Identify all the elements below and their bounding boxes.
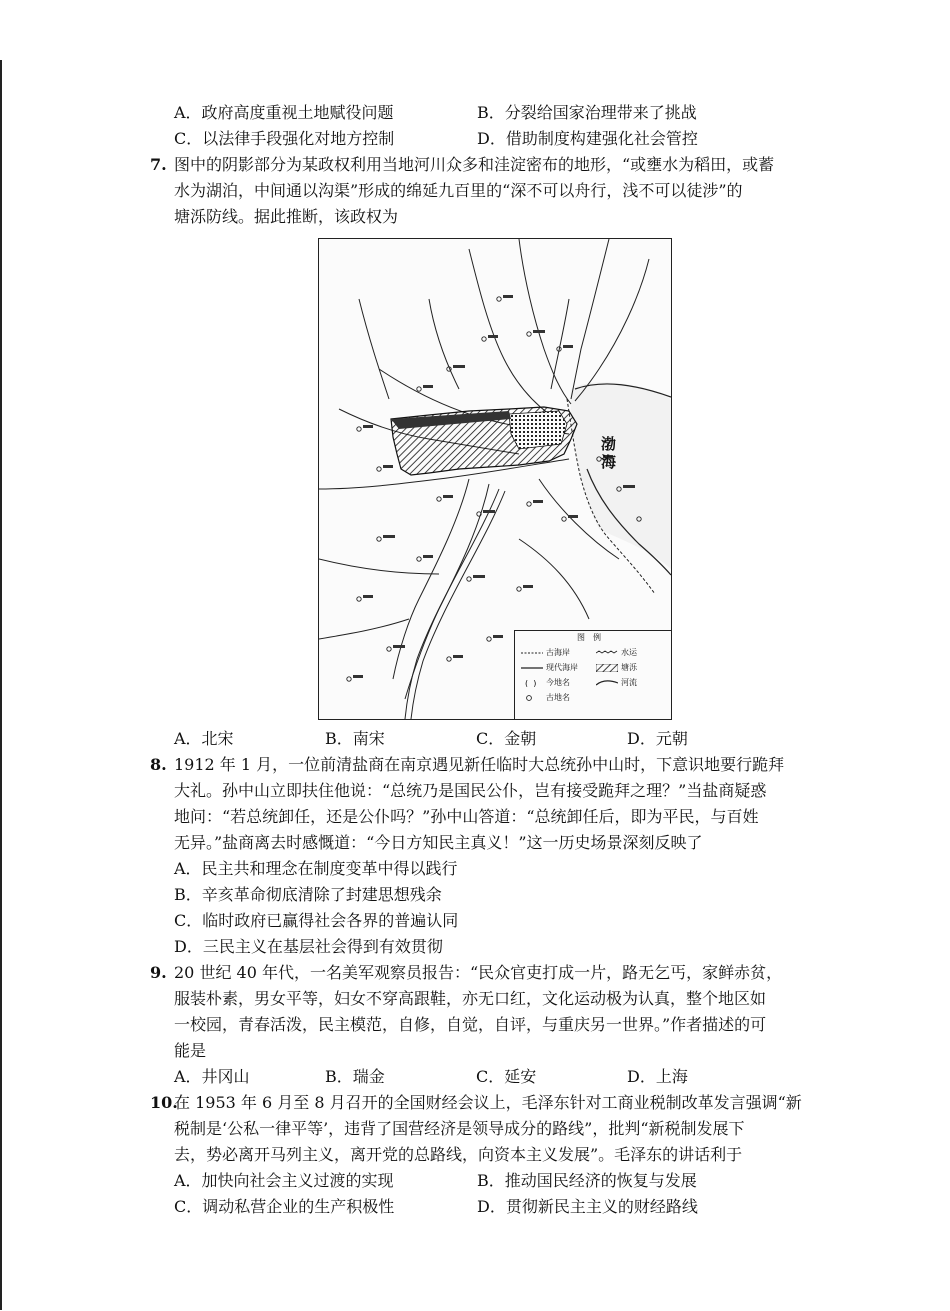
place-marker — [357, 427, 361, 431]
page-left-edge — [0, 60, 2, 1310]
canal-line-2 — [411, 491, 505, 719]
legend-row-4 — [515, 690, 671, 705]
q10-option-b[interactable]: B．推动国民经济的恢复与发展 — [477, 1171, 697, 1190]
legend-title: 图例 — [577, 633, 609, 642]
q10-option-d[interactable]: D．贯彻新民主主义的财经路线 — [477, 1197, 698, 1216]
river-14 — [429, 299, 459, 389]
legend-river-symbol — [596, 679, 618, 687]
q9-stem-line-4: 能是 — [174, 1041, 207, 1060]
q7-options-row — [150, 726, 810, 752]
place-marker — [377, 537, 381, 541]
q10-options-row-1 — [150, 1168, 810, 1194]
legend-waterway: 水运 — [596, 645, 671, 660]
legend-paren-symbol — [521, 679, 543, 687]
q8-stem-line-3: 地问：“若总统卸任，还是公仆吗？”孙中山答道：“总统卸任后，即为平民，与百姓 — [174, 807, 759, 826]
canal-line-1 — [405, 489, 499, 719]
q8-option-b[interactable]: B．辛亥革命彻底清除了封建思想残余 — [174, 885, 442, 904]
river-11 — [319, 559, 439, 574]
q10-stem-line-3: 去，势必离开马列主义，离开党的总路线，向资本主义发展”。毛泽东的讲话利于 — [174, 1145, 743, 1164]
legend-hatch-symbol — [596, 664, 618, 672]
q9-option-a[interactable]: A．井冈山 — [174, 1067, 250, 1086]
place-marker — [562, 517, 566, 521]
q6-options-row-1 — [150, 100, 810, 126]
q7-option-b[interactable]: B．南宋 — [325, 729, 385, 748]
q8-option-c[interactable]: C．临时政府已赢得社会各界的普遍认同 — [174, 911, 459, 930]
place-marker — [527, 502, 531, 506]
q8-option-a[interactable]: A．民主共和理念在制度变革中得以践行 — [174, 859, 458, 878]
q6-options-row-2 — [150, 126, 810, 152]
q10-option-a[interactable]: A．加快向社会主义过渡的实现 — [174, 1171, 394, 1190]
q8-stem-line-4: 无异。”盐商离去时感慨道：“今日方知民主真义！”这一历史场景深刻反映了 — [174, 833, 703, 852]
place-marker — [387, 647, 391, 651]
q9-option-d[interactable]: D．上海 — [627, 1067, 688, 1086]
q7-historical-map — [318, 238, 672, 720]
q7-option-a[interactable]: A．北宋 — [174, 729, 234, 748]
legend-row-3 — [515, 675, 671, 690]
legend-row-1 — [515, 645, 671, 660]
place-marker — [482, 337, 486, 341]
q7-stem-line-2: 水为湖泊，中间通以沟渠”形成的绵延九百里的“深不可以舟行，浅不可以徒涉”的 — [174, 181, 743, 200]
place-marker — [377, 467, 381, 471]
q7-option-c[interactable]: C．金朝 — [476, 729, 537, 748]
q9-options-row — [150, 1064, 810, 1090]
river-15 — [551, 299, 569, 389]
legend-tangpo: 塘泺 — [596, 660, 671, 675]
legend-dashed-line-symbol — [521, 649, 543, 657]
legend-circle-symbol — [521, 694, 543, 702]
q6-option-a[interactable]: A．政府高度重视土地赋役问题 — [174, 103, 394, 122]
place-marker — [487, 637, 491, 641]
legend-ancient-place: 古地名 — [521, 690, 596, 705]
place-marker — [357, 597, 361, 601]
legend-row-2 — [515, 660, 671, 675]
q10-option-c[interactable]: C．调动私营企业的生产积极性 — [174, 1197, 395, 1216]
q9-stem-line-3: 一校园，青春活泼，民主模范，自修，自觉，自评，与重庆另一世界。”作者描述的可 — [174, 1015, 767, 1034]
q9-option-b[interactable]: B．瑞金 — [325, 1067, 385, 1086]
q10-stem-line-1: 10.在 1953 年 6 月至 8 月召开的全国财经会议上，毛泽东针对工商业税制改革发言强调“新 — [150, 1090, 810, 1116]
place-marker — [517, 587, 521, 591]
q7-stem-line-1: 7. 图中的阴影部分为某政权利用当地河川众多和洼淀密布的地形，“或壅水为稻田，或蓄 — [150, 152, 810, 178]
q8-option-d[interactable]: D．三民主义在基层社会得到有效贯彻 — [174, 937, 443, 956]
q7-number: 7. — [150, 155, 167, 174]
exam-page — [150, 100, 810, 1220]
river-13 — [519, 539, 589, 619]
place-marker — [417, 557, 421, 561]
river-12 — [319, 619, 409, 639]
q10-stem-line-2: 税制是‘公私一律平等’，违背了国营经济是领导成分的路线”，批判“新税制发展下 — [174, 1119, 745, 1138]
place-marker — [417, 387, 421, 391]
svg-text:( ): ( ) — [525, 678, 537, 687]
q10-options-row-2 — [150, 1194, 810, 1220]
q7-option-d[interactable]: D．元朝 — [627, 729, 688, 748]
legend-waterway-symbol — [596, 649, 618, 657]
q8-stem-line-1: 8. 1912 年 1 月，一位前清盐商在南京遇见新任临时大总统孙中山时，下意识地要行跪拜 — [150, 752, 810, 778]
q7-stem-line-3: 塘泺防线。据此推断，该政权为 — [174, 207, 399, 226]
bohai-sea-area — [570, 382, 671, 569]
place-marker — [347, 677, 351, 681]
place-marker — [467, 577, 471, 581]
q8-stem-line-2: 大礼。孙中山立即扶住他说：“总统乃是国民公仆，岂有接受跪拜之理？”当盐商疑惑 — [174, 781, 767, 800]
river-1 — [519, 239, 571, 404]
river-9 — [405, 484, 489, 699]
place-marker — [497, 297, 501, 301]
legend-modern-place: ( ) 今地名 — [521, 675, 596, 690]
q9-stem-line-2: 服装朴素，男女平等，妇女不穿高跟鞋，亦无口红，文化运动极为认真，整个地区如 — [174, 989, 767, 1008]
q6-option-c[interactable]: C．以法律手段强化对地方控制 — [174, 129, 395, 148]
q6-option-b[interactable]: B．分裂给国家治理带来了挑战 — [477, 103, 697, 122]
place-marker — [447, 657, 451, 661]
river-8 — [393, 479, 469, 679]
tangpo-dense-zone — [509, 411, 567, 449]
q9-number: 9. — [150, 963, 167, 982]
place-marker — [437, 497, 441, 501]
river-16 — [359, 299, 389, 399]
q9-stem-line-1: 9. 20 世纪 40 年代，一名美军观察员报告：“民众官吏打成一片，路无乞丐，家鲜赤贫， — [150, 960, 810, 986]
map-legend — [514, 630, 671, 719]
river-3 — [571, 239, 609, 399]
legend-solid-line-symbol — [521, 664, 543, 672]
legend-river: 河流 — [596, 675, 671, 690]
place-marker — [527, 332, 531, 336]
q6-option-d[interactable]: D．借助制度构建强化社会管控 — [477, 129, 698, 148]
q9-option-c[interactable]: C．延安 — [476, 1067, 537, 1086]
q10-number: 10. — [150, 1093, 178, 1112]
q8-number: 8. — [150, 755, 167, 774]
legend-ancient-coast: 古海岸 — [521, 645, 596, 660]
legend-modern-coast: 现代海岸 — [521, 660, 596, 675]
bohai-sea-label: 渤海 — [601, 435, 617, 471]
